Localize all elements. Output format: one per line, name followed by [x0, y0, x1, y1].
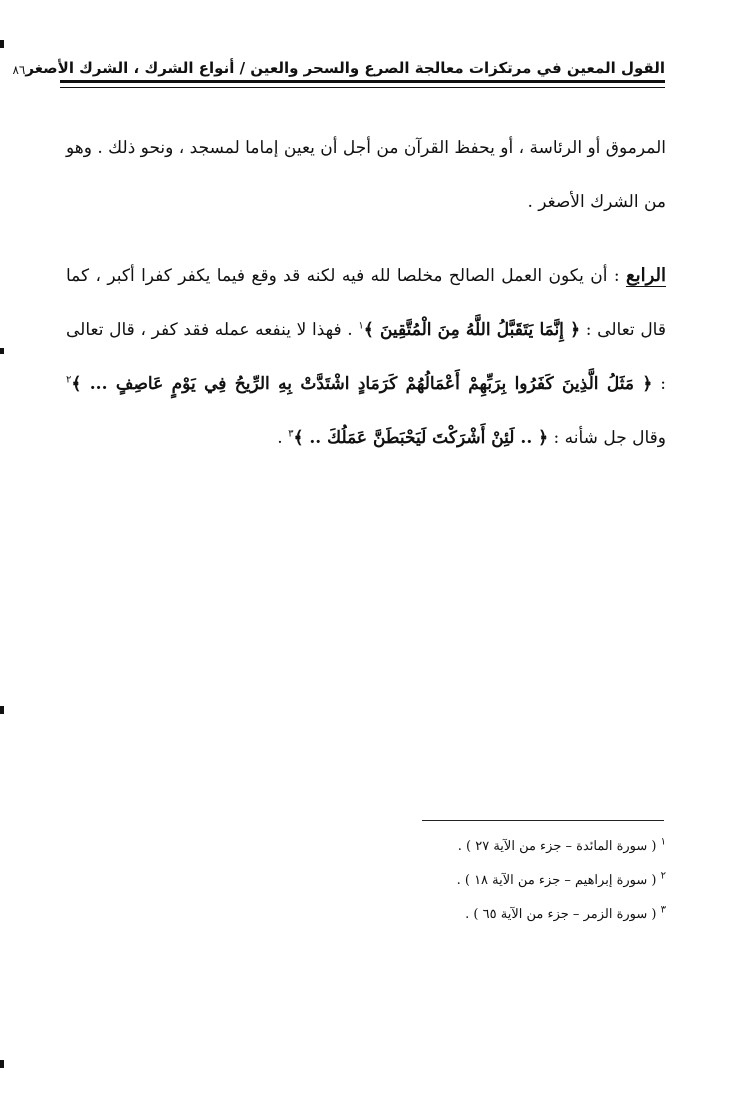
scan-edge-mark: [0, 706, 4, 714]
header-rule-thick: [60, 80, 665, 83]
footnote-text: ( سورة المائدة – جزء من الآية ٢٧ ) .: [457, 839, 657, 854]
paragraph-text: وقال جل شأنه :: [548, 428, 666, 448]
footnote-text: ( سورة إبراهيم – جزء من الآية ١٨ ) .: [456, 873, 657, 888]
scan-edge-mark: [0, 40, 4, 48]
running-header: [12, 38, 665, 77]
paragraph-text: .: [277, 428, 289, 448]
footnotes: [300, 830, 666, 932]
quran-verse-1: ﴿ إِنَّمَا يَتَقَبَّلُ اللَّهُ مِنَ الْمُتَّقِينَ ﴾: [363, 320, 581, 340]
paragraph-text: . فهذا لا ينفعه عمله فقد كفر ، قال تعالى :: [66, 320, 666, 394]
footnote-3: [300, 898, 666, 932]
scan-edge-mark: [0, 1060, 4, 1068]
footnote-1: [300, 830, 666, 864]
footnote-ref-3: ٣: [288, 428, 294, 440]
footnote-text: ( سورة الزمر – جزء من الآية ٦٥ ) .: [465, 907, 657, 922]
quran-verse-2: ﴿ مَثَلُ الَّذِينَ كَفَرُوا بِرَبِّهِمْ أَعْمَالُهُمْ كَرَمَادٍ اشْتَدَّتْ بِهِ الرِّيحُ فِي يَوْمٍ عَاصِفٍ ... ﴾: [71, 374, 653, 394]
footnote-number: ٣: [660, 904, 666, 916]
footnote-number: ٢: [660, 870, 666, 882]
footnote-ref-1: ١: [358, 320, 364, 332]
paragraph-text: : أن يكون العمل الصالح مخلصا لله فيه لكنه قد وقع فيما يكفر كفرا أكبر ، كما قال تعالى :: [66, 266, 666, 340]
paragraph-2: [66, 249, 666, 465]
footnote-2: [300, 864, 666, 898]
footnote-ref-2: ٢: [66, 374, 72, 386]
header-rule-thin: [60, 87, 665, 88]
page-number: ٨٦: [12, 63, 26, 77]
scan-edge-mark: [0, 348, 4, 354]
paragraph-1: المرموق أو الرئاسة ، أو يحفظ القرآن من أجل أن يعين إماما لمسجد ، ونحو ذلك . وهو من الشرك الأصغر .: [66, 138, 666, 212]
paragraph-lead-word: الرابع: [625, 265, 666, 286]
footnote-number: ١: [660, 836, 666, 848]
quran-verse-3: ﴿ .. لَئِنْ أَشْرَكْتَ لَيَحْبَطَنَّ عَمَلُكَ .. ﴾: [293, 428, 549, 448]
footnote-separator: [422, 820, 664, 821]
header-title: القول المعين في مرتكزات معالجة الصرع والسحر والعين / أنواع الشرك ، الشرك الأصغر: [25, 59, 665, 77]
